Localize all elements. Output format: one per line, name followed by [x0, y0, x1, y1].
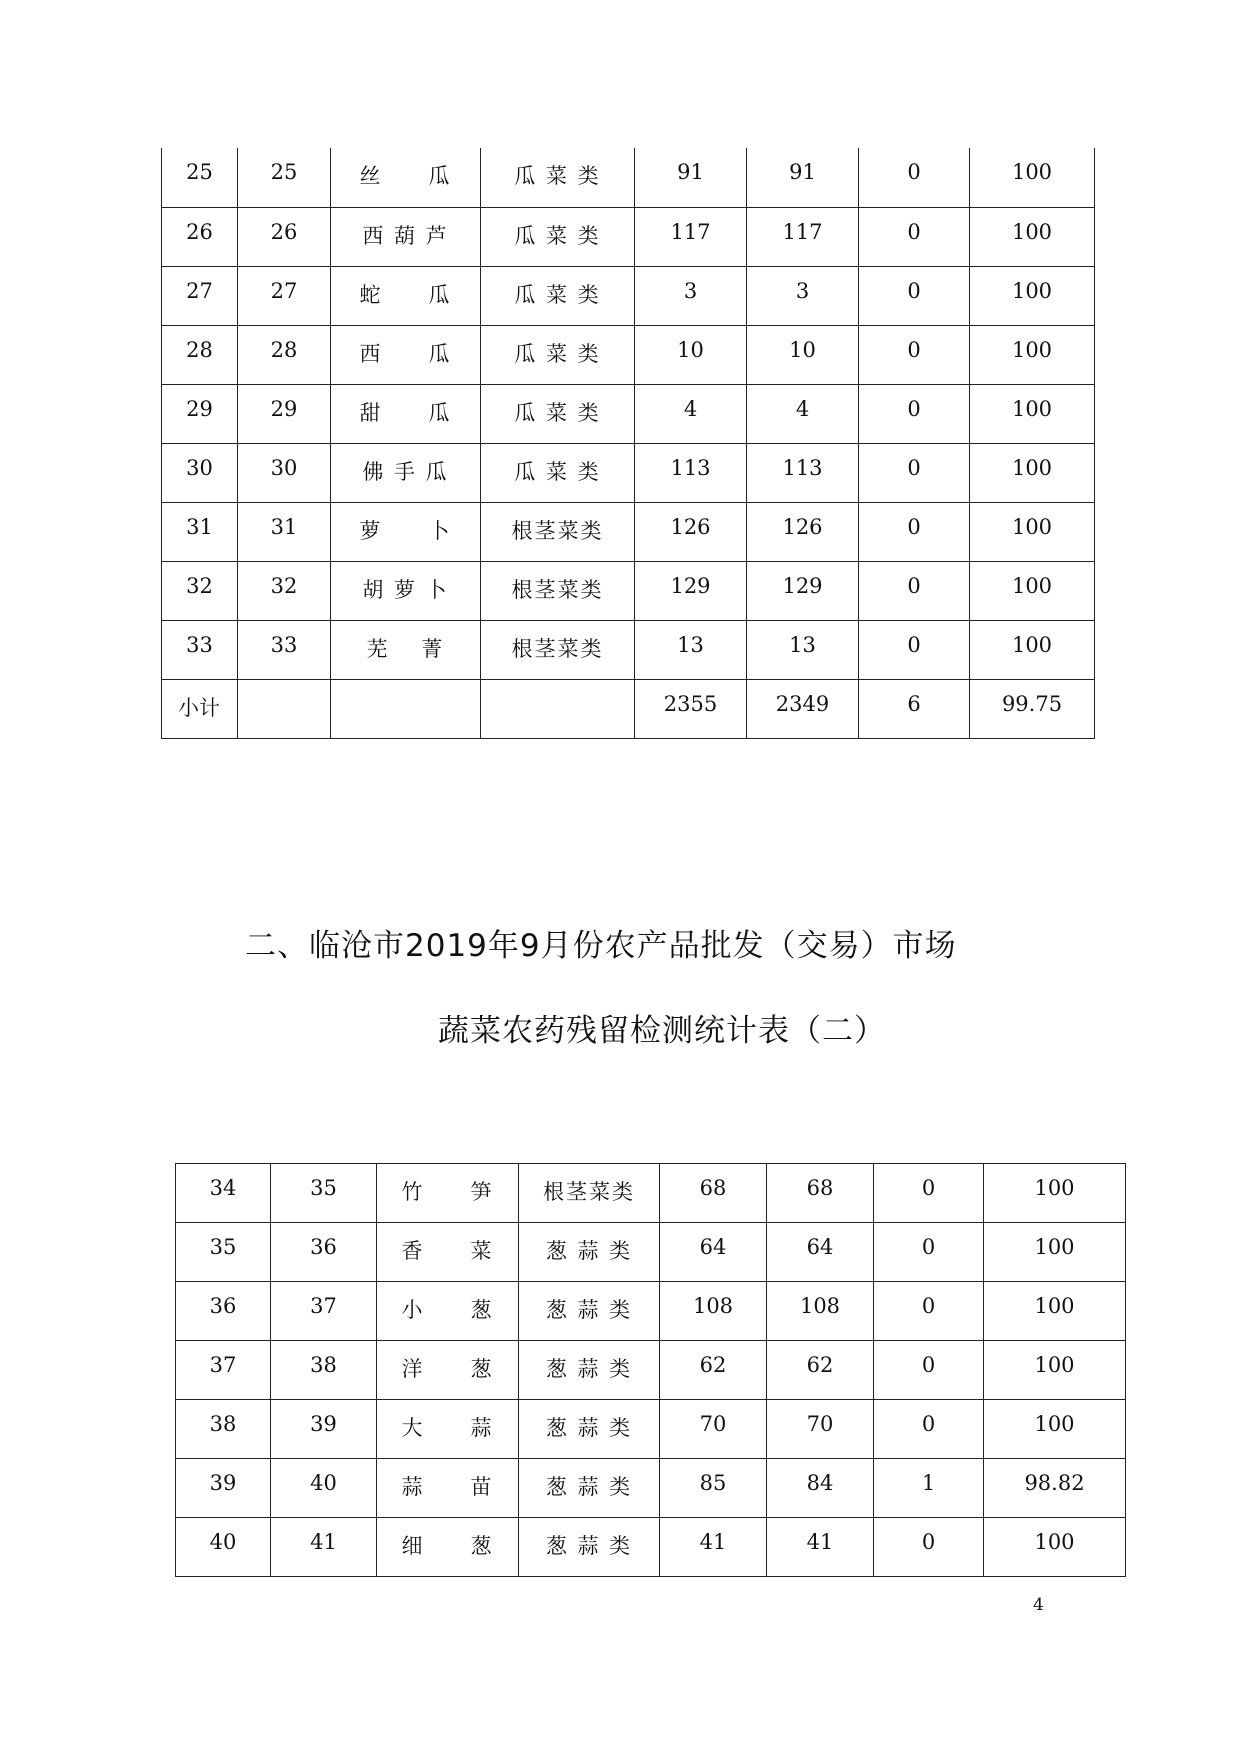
pass-rate-cell: 100 — [970, 502, 1095, 561]
category-cell: 根茎菜类 — [481, 502, 635, 561]
tested-count-cell: 13 — [635, 620, 747, 679]
failed-count-cell: 0 — [874, 1223, 984, 1282]
number-cell: 32 — [238, 561, 331, 620]
passed-count-cell: 84 — [767, 1459, 874, 1518]
number-cell: 26 — [238, 207, 331, 266]
number-cell: 28 — [238, 325, 331, 384]
seq-cell: 34 — [176, 1164, 271, 1223]
table-row — [162, 620, 1095, 679]
pass-rate-cell: 100 — [970, 561, 1095, 620]
number-cell: 30 — [238, 443, 331, 502]
tested-count-cell: 41 — [660, 1518, 767, 1577]
seq-cell: 36 — [176, 1282, 271, 1341]
vegetable-name-cell: 萝 卜 — [331, 502, 481, 561]
category-cell: 根茎菜类 — [481, 620, 635, 679]
passed-count-cell: 62 — [767, 1341, 874, 1400]
number-cell: 25 — [238, 148, 331, 207]
table-row — [162, 502, 1095, 561]
category-cell: 葱 蒜 类 — [519, 1223, 660, 1282]
failed-count-cell: 0 — [874, 1282, 984, 1341]
vegetable-name-cell: 小 葱 — [377, 1282, 519, 1341]
pass-rate-cell: 100 — [970, 148, 1095, 207]
pass-rate-cell: 100 — [970, 443, 1095, 502]
category-cell: 瓜 菜 类 — [481, 384, 635, 443]
number-cell: 33 — [238, 620, 331, 679]
failed-count-cell: 0 — [859, 620, 970, 679]
vegetable-name-cell: 佛 手 瓜 — [331, 443, 481, 502]
seq-cell: 31 — [162, 502, 238, 561]
subtotal-failed-cell: 6 — [859, 679, 970, 738]
table-row — [176, 1223, 1126, 1282]
tested-count-cell: 91 — [635, 148, 747, 207]
number-cell: 31 — [238, 502, 331, 561]
passed-count-cell: 4 — [747, 384, 859, 443]
failed-count-cell: 0 — [859, 148, 970, 207]
vegetable-name-cell: 蒜 苗 — [377, 1459, 519, 1518]
category-cell: 葱 蒜 类 — [519, 1518, 660, 1577]
table-row — [176, 1459, 1126, 1518]
tested-count-cell: 108 — [660, 1282, 767, 1341]
passed-count-cell: 70 — [767, 1400, 874, 1459]
category-cell: 瓜 菜 类 — [481, 443, 635, 502]
category-cell: 瓜 菜 类 — [481, 266, 635, 325]
tested-count-cell: 62 — [660, 1341, 767, 1400]
failed-count-cell: 0 — [874, 1341, 984, 1400]
vegetable-name-cell: 大 蒜 — [377, 1400, 519, 1459]
vegetable-name-cell: 西 葫 芦 — [331, 207, 481, 266]
pass-rate-cell: 100 — [984, 1400, 1126, 1459]
failed-count-cell: 0 — [874, 1518, 984, 1577]
category-cell: 根茎菜类 — [481, 561, 635, 620]
failed-count-cell: 0 — [859, 266, 970, 325]
page-number: 4 — [1033, 1595, 1044, 1615]
category-cell: 根茎菜类 — [519, 1164, 660, 1223]
seq-cell: 33 — [162, 620, 238, 679]
subtotal-row — [162, 679, 1095, 738]
tested-count-cell: 3 — [635, 266, 747, 325]
pass-rate-cell: 100 — [970, 266, 1095, 325]
tested-count-cell: 129 — [635, 561, 747, 620]
pass-rate-cell: 100 — [984, 1282, 1126, 1341]
category-cell: 葱 蒜 类 — [519, 1400, 660, 1459]
passed-count-cell: 126 — [747, 502, 859, 561]
failed-count-cell: 0 — [859, 207, 970, 266]
failed-count-cell: 0 — [874, 1400, 984, 1459]
table-row — [176, 1164, 1126, 1223]
seq-cell: 30 — [162, 443, 238, 502]
tested-count-cell: 64 — [660, 1223, 767, 1282]
pass-rate-cell: 100 — [970, 384, 1095, 443]
residue-table-part1 — [161, 148, 1095, 739]
empty-cell — [238, 679, 331, 738]
seq-cell: 40 — [176, 1518, 271, 1577]
seq-cell: 38 — [176, 1400, 271, 1459]
seq-cell: 25 — [162, 148, 238, 207]
pass-rate-cell: 98.82 — [984, 1459, 1126, 1518]
seq-cell: 32 — [162, 561, 238, 620]
tested-count-cell: 10 — [635, 325, 747, 384]
vegetable-name-cell: 竹 笋 — [377, 1164, 519, 1223]
subtotal-label: 小计 — [162, 679, 238, 738]
failed-count-cell: 0 — [859, 384, 970, 443]
residue-table-part2 — [175, 1163, 1126, 1577]
table-row — [176, 1400, 1126, 1459]
failed-count-cell: 0 — [859, 502, 970, 561]
table-row — [162, 325, 1095, 384]
section-title-line2: 蔬菜农药残留检测统计表（二） — [438, 1013, 886, 1049]
vegetable-name-cell: 甜 瓜 — [331, 384, 481, 443]
tested-count-cell: 126 — [635, 502, 747, 561]
seq-cell: 29 — [162, 384, 238, 443]
number-cell: 41 — [271, 1518, 377, 1577]
category-cell: 瓜 菜 类 — [481, 148, 635, 207]
table-row — [176, 1282, 1126, 1341]
failed-count-cell: 0 — [859, 325, 970, 384]
table-row — [162, 207, 1095, 266]
pass-rate-cell: 100 — [970, 207, 1095, 266]
number-cell: 40 — [271, 1459, 377, 1518]
number-cell: 36 — [271, 1223, 377, 1282]
seq-cell: 35 — [176, 1223, 271, 1282]
number-cell: 27 — [238, 266, 331, 325]
table-row — [162, 148, 1095, 207]
passed-count-cell: 41 — [767, 1518, 874, 1577]
table-row — [176, 1518, 1126, 1577]
passed-count-cell: 108 — [767, 1282, 874, 1341]
seq-cell: 27 — [162, 266, 238, 325]
category-cell: 葱 蒜 类 — [519, 1459, 660, 1518]
section-title-line1: 二、临沧市2019年9月份农产品批发（交易）市场 — [245, 928, 957, 964]
subtotal-passed-cell: 2349 — [747, 679, 859, 738]
failed-count-cell: 0 — [874, 1164, 984, 1223]
tested-count-cell: 68 — [660, 1164, 767, 1223]
vegetable-name-cell: 芜 菁 — [331, 620, 481, 679]
tested-count-cell: 85 — [660, 1459, 767, 1518]
failed-count-cell: 0 — [859, 443, 970, 502]
seq-cell: 37 — [176, 1341, 271, 1400]
passed-count-cell: 113 — [747, 443, 859, 502]
passed-count-cell: 117 — [747, 207, 859, 266]
category-cell: 葱 蒜 类 — [519, 1282, 660, 1341]
number-cell: 29 — [238, 384, 331, 443]
category-cell: 瓜 菜 类 — [481, 207, 635, 266]
number-cell: 37 — [271, 1282, 377, 1341]
seq-cell: 39 — [176, 1459, 271, 1518]
passed-count-cell: 91 — [747, 148, 859, 207]
tested-count-cell: 4 — [635, 384, 747, 443]
table-row — [162, 561, 1095, 620]
seq-cell: 28 — [162, 325, 238, 384]
vegetable-name-cell: 香 菜 — [377, 1223, 519, 1282]
table-row — [162, 443, 1095, 502]
subtotal-tested-cell: 2355 — [635, 679, 747, 738]
pass-rate-cell: 100 — [970, 620, 1095, 679]
failed-count-cell: 0 — [859, 561, 970, 620]
category-cell: 瓜 菜 类 — [481, 325, 635, 384]
passed-count-cell: 64 — [767, 1223, 874, 1282]
pass-rate-cell: 100 — [984, 1518, 1126, 1577]
pass-rate-cell: 100 — [984, 1164, 1126, 1223]
empty-cell — [481, 679, 635, 738]
vegetable-name-cell: 细 葱 — [377, 1518, 519, 1577]
subtotal-rate-cell: 99.75 — [970, 679, 1095, 738]
number-cell: 35 — [271, 1164, 377, 1223]
category-cell: 葱 蒜 类 — [519, 1341, 660, 1400]
number-cell: 39 — [271, 1400, 377, 1459]
passed-count-cell: 68 — [767, 1164, 874, 1223]
tested-count-cell: 113 — [635, 443, 747, 502]
passed-count-cell: 13 — [747, 620, 859, 679]
table-row — [162, 384, 1095, 443]
passed-count-cell: 129 — [747, 561, 859, 620]
empty-cell — [331, 679, 481, 738]
passed-count-cell: 10 — [747, 325, 859, 384]
vegetable-name-cell: 洋 葱 — [377, 1341, 519, 1400]
vegetable-name-cell: 西 瓜 — [331, 325, 481, 384]
table-row — [162, 266, 1095, 325]
seq-cell: 26 — [162, 207, 238, 266]
vegetable-name-cell: 丝 瓜 — [331, 148, 481, 207]
pass-rate-cell: 100 — [984, 1341, 1126, 1400]
vegetable-name-cell: 蛇 瓜 — [331, 266, 481, 325]
failed-count-cell: 1 — [874, 1459, 984, 1518]
number-cell: 38 — [271, 1341, 377, 1400]
table-row — [176, 1341, 1126, 1400]
tested-count-cell: 70 — [660, 1400, 767, 1459]
pass-rate-cell: 100 — [970, 325, 1095, 384]
pass-rate-cell: 100 — [984, 1223, 1126, 1282]
passed-count-cell: 3 — [747, 266, 859, 325]
tested-count-cell: 117 — [635, 207, 747, 266]
vegetable-name-cell: 胡 萝 卜 — [331, 561, 481, 620]
